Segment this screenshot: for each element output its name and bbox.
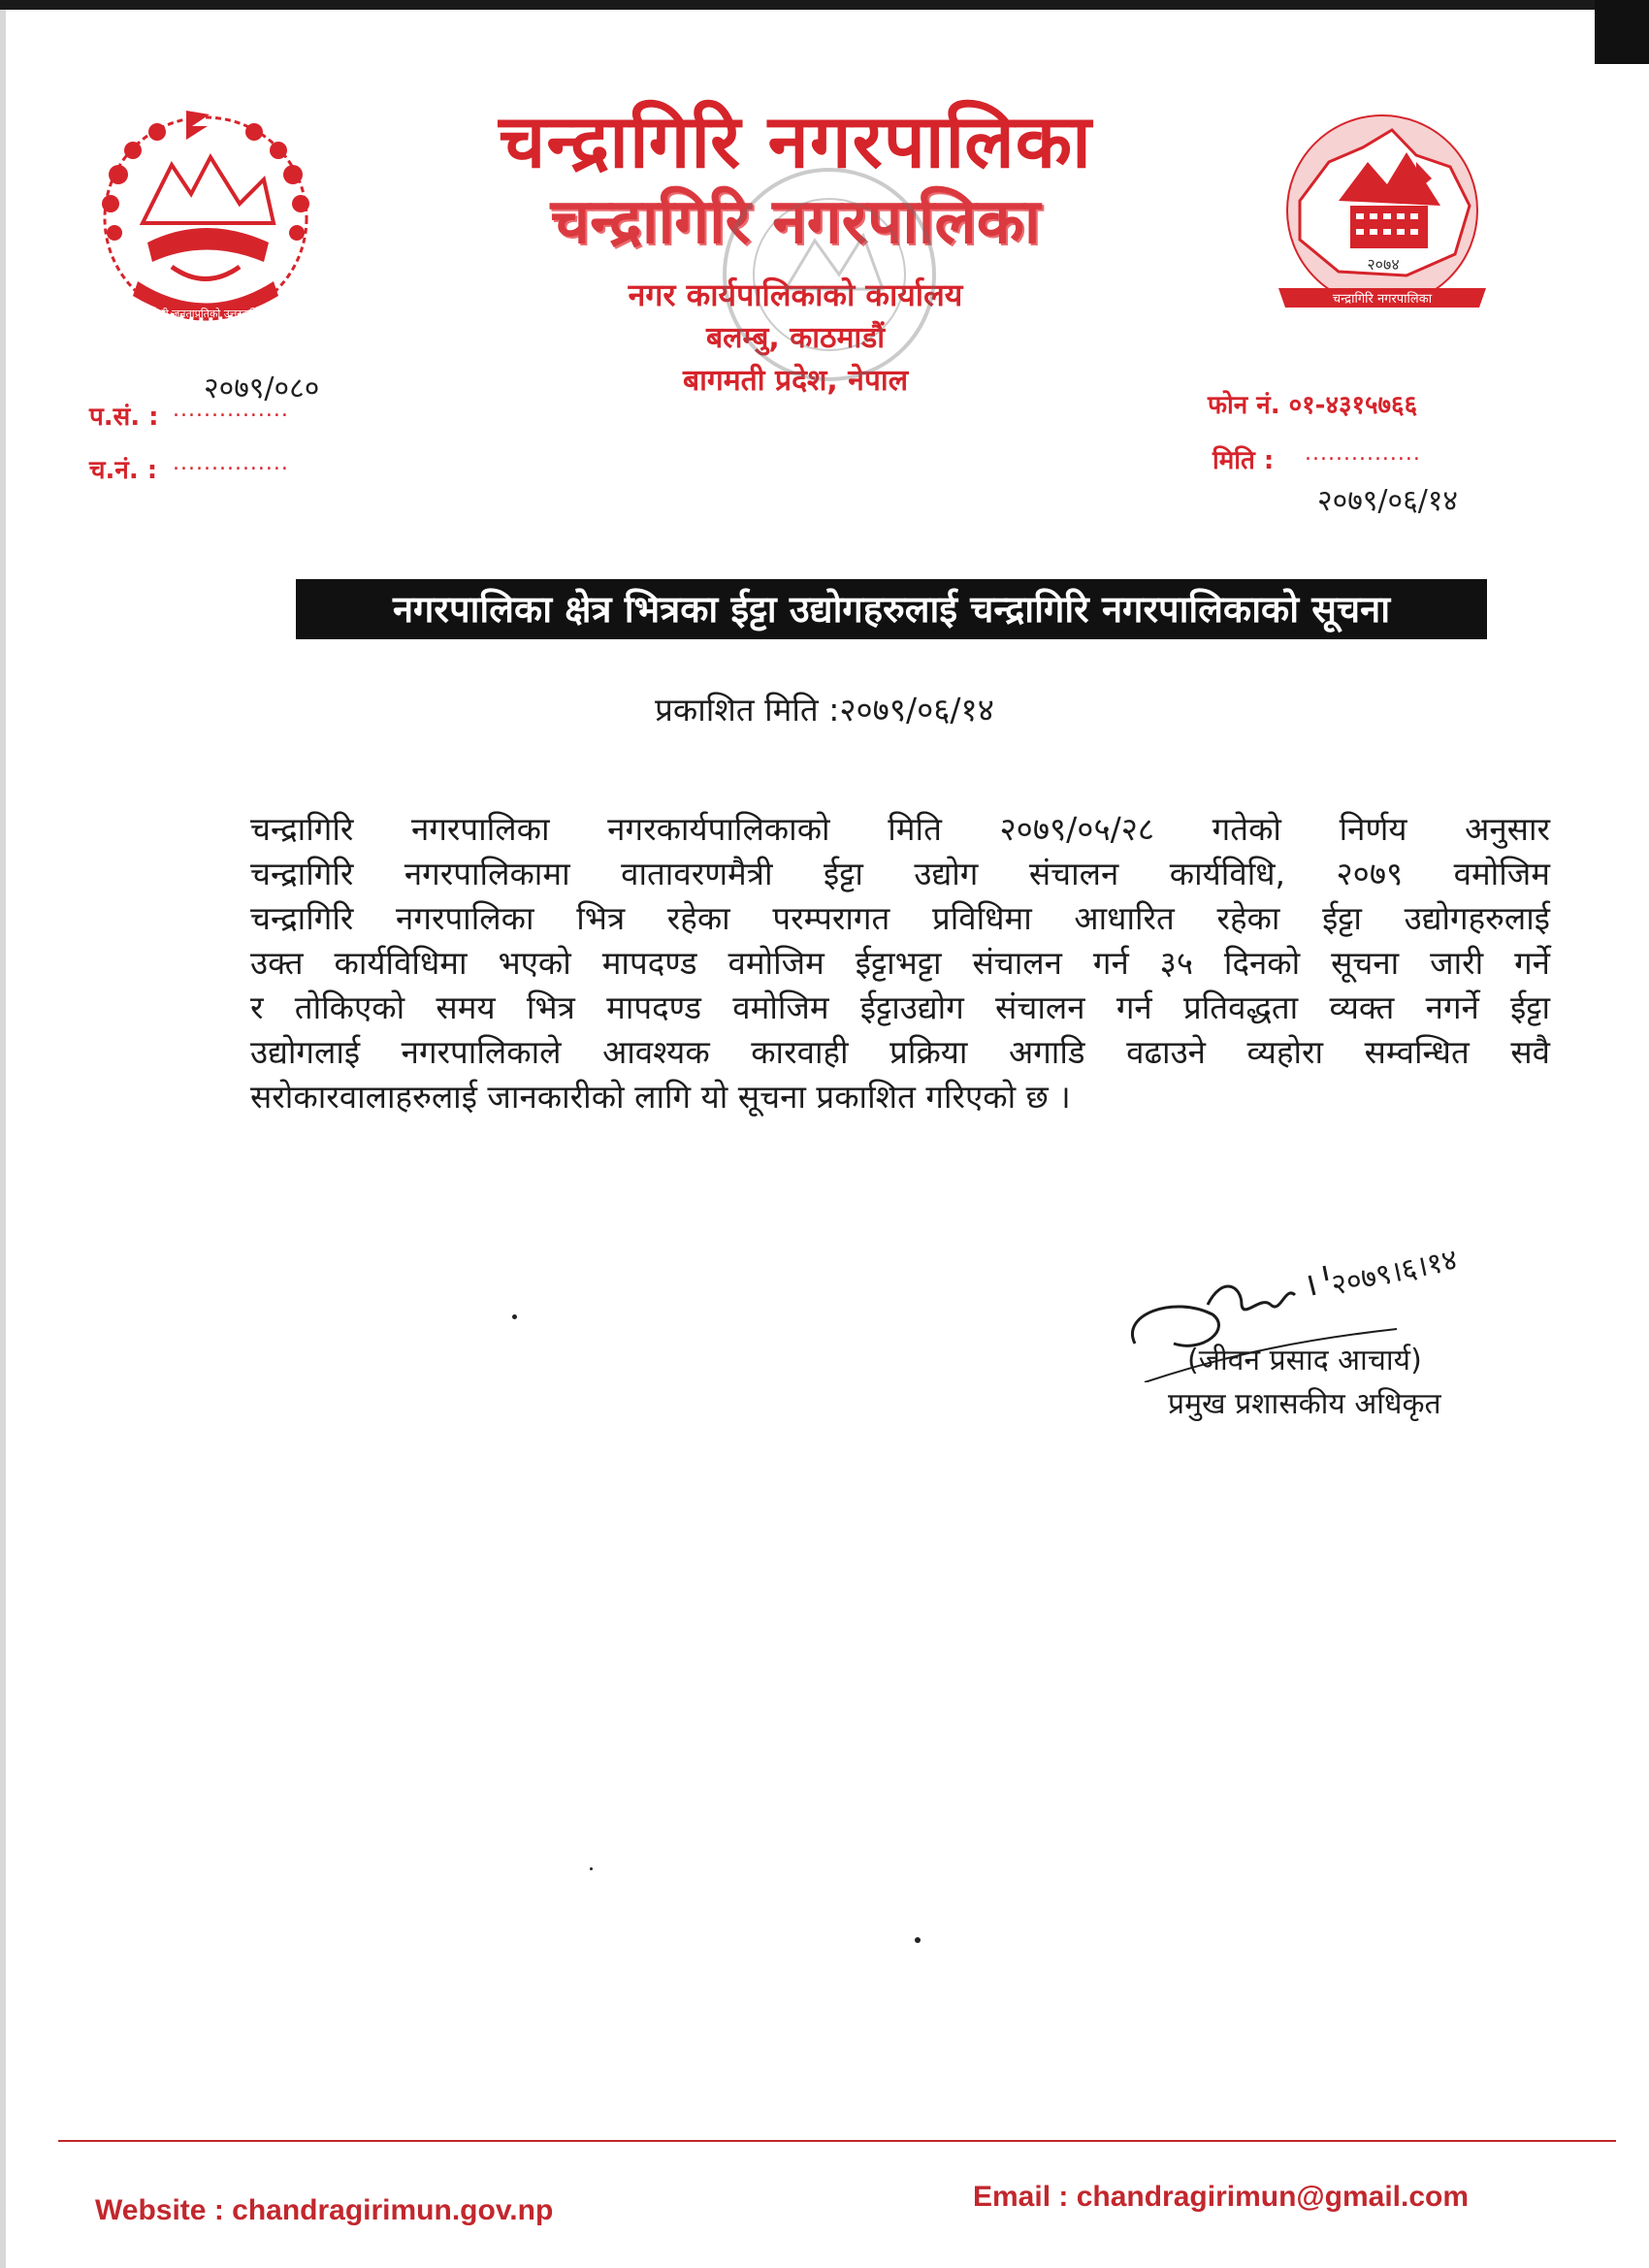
scan-speck [590,1867,593,1870]
municipality-title-stylized: चन्द्रागिरि नगरपालिका [550,186,1041,258]
phone-number: फोन नं. ०१-४३१५७६६ [1208,391,1418,420]
body-line: चन्द्रागिरि नगरपालिका नगरकार्यपालिकाको मिति २०७९/०५/२८ गतेको निर्णय अनुसार [250,810,1550,848]
patra-sankhya-label: प.सं. : [89,403,159,432]
signatory-name: (जीवन प्रसाद आचार्य) [1187,1344,1422,1377]
nepal-emblem-icon [80,97,332,335]
chalani-number-dots: ............... [173,451,289,475]
body-line: र तोकिएको समय भित्र मापदण्ड वमोजिम ईट्टाउद्योग संचालन गर्न प्रतिवद्धता व्यक्त नगर्ने ईट्टा [250,988,1550,1026]
body-line: उक्त कार्यविधिमा भएको मापदण्ड वमोजिम ईट्टाभट्टा संचालन गर्न ३५ दिनको सूचना जारी गर्ने [250,944,1550,982]
body-line: उद्योगलाई नगरपालिकाले आवश्यक कारवाही प्रक्रिया अगाडि वढाउने व्यहोरा सम्वन्धित सवै [250,1033,1550,1071]
municipality-title: चन्द्रागिरि नगरपालिका [499,98,1092,184]
municipality-logo-icon [1271,109,1494,327]
scan-border-corner [1595,0,1649,64]
logo-year: २०७४ [1367,255,1400,274]
scan-speck [915,1937,921,1943]
body-line: चन्द्रागिरि नगरपालिकामा वातावरणमैत्री ईट्टा उद्योग संचालन कार्यविधि, २०७९ वमोजिम [250,855,1550,892]
emblem-ring-text: नेपाली जनताप्रतिको उत्तरदायित्व [144,308,268,320]
footer-website: Website : chandragirimun.gov.np [95,2194,554,2226]
chalani-number-label: च.नं. : [89,456,158,485]
footer-divider [58,2140,1616,2142]
office-name: नगर कार्यपालिकाको कार्यालय [628,276,963,313]
footer-email: Email : chandragirimun@gmail.com [973,2181,1470,2213]
date-value: २०७९/०६/१४ [1317,484,1459,518]
logo-ring-text: चन्द्रागिरि नगरपालिका [1332,292,1433,307]
published-date: प्रकाशित मिति :२०७९/०६/१४ [655,691,994,729]
patra-sankhya-dots: ............... [173,398,289,422]
signatory-title: प्रमुख प्रशासकीय अधिकृत [1168,1387,1441,1421]
office-province: बागमती प्रदेश, नेपाल [682,364,909,398]
date-label: मिति : [1212,446,1275,475]
body-line: चन्द्रागिरि नगरपालिका भित्र रहेका परम्परागत प्रविधिमा आधारित रहेका ईट्टा उद्योगहरुलाई [250,899,1550,937]
notice-body [250,807,1550,1119]
signature-date: २०७९।६।१४ [1328,1243,1461,1303]
scan-speck [512,1314,517,1319]
office-address: बलम्बु, काठमाडौं [706,321,885,355]
scan-border-top [0,0,1649,10]
scan-border-left [0,0,6,2268]
patra-sankhya-value: २०७९/०८० [204,372,320,405]
body-line: सरोकारवालाहरुलाई जानकारीको लागि यो सूचना प्रकाशित गरिएको छ । [250,1078,1071,1116]
office-stamp-icon [718,163,941,386]
date-dots: ............... [1305,441,1421,466]
notice-heading: नगरपालिका क्षेत्र भित्रका ईट्टा उद्योगहरुलाई चन्द्रागिरि नगरपालिकाको सूचना [296,579,1487,639]
